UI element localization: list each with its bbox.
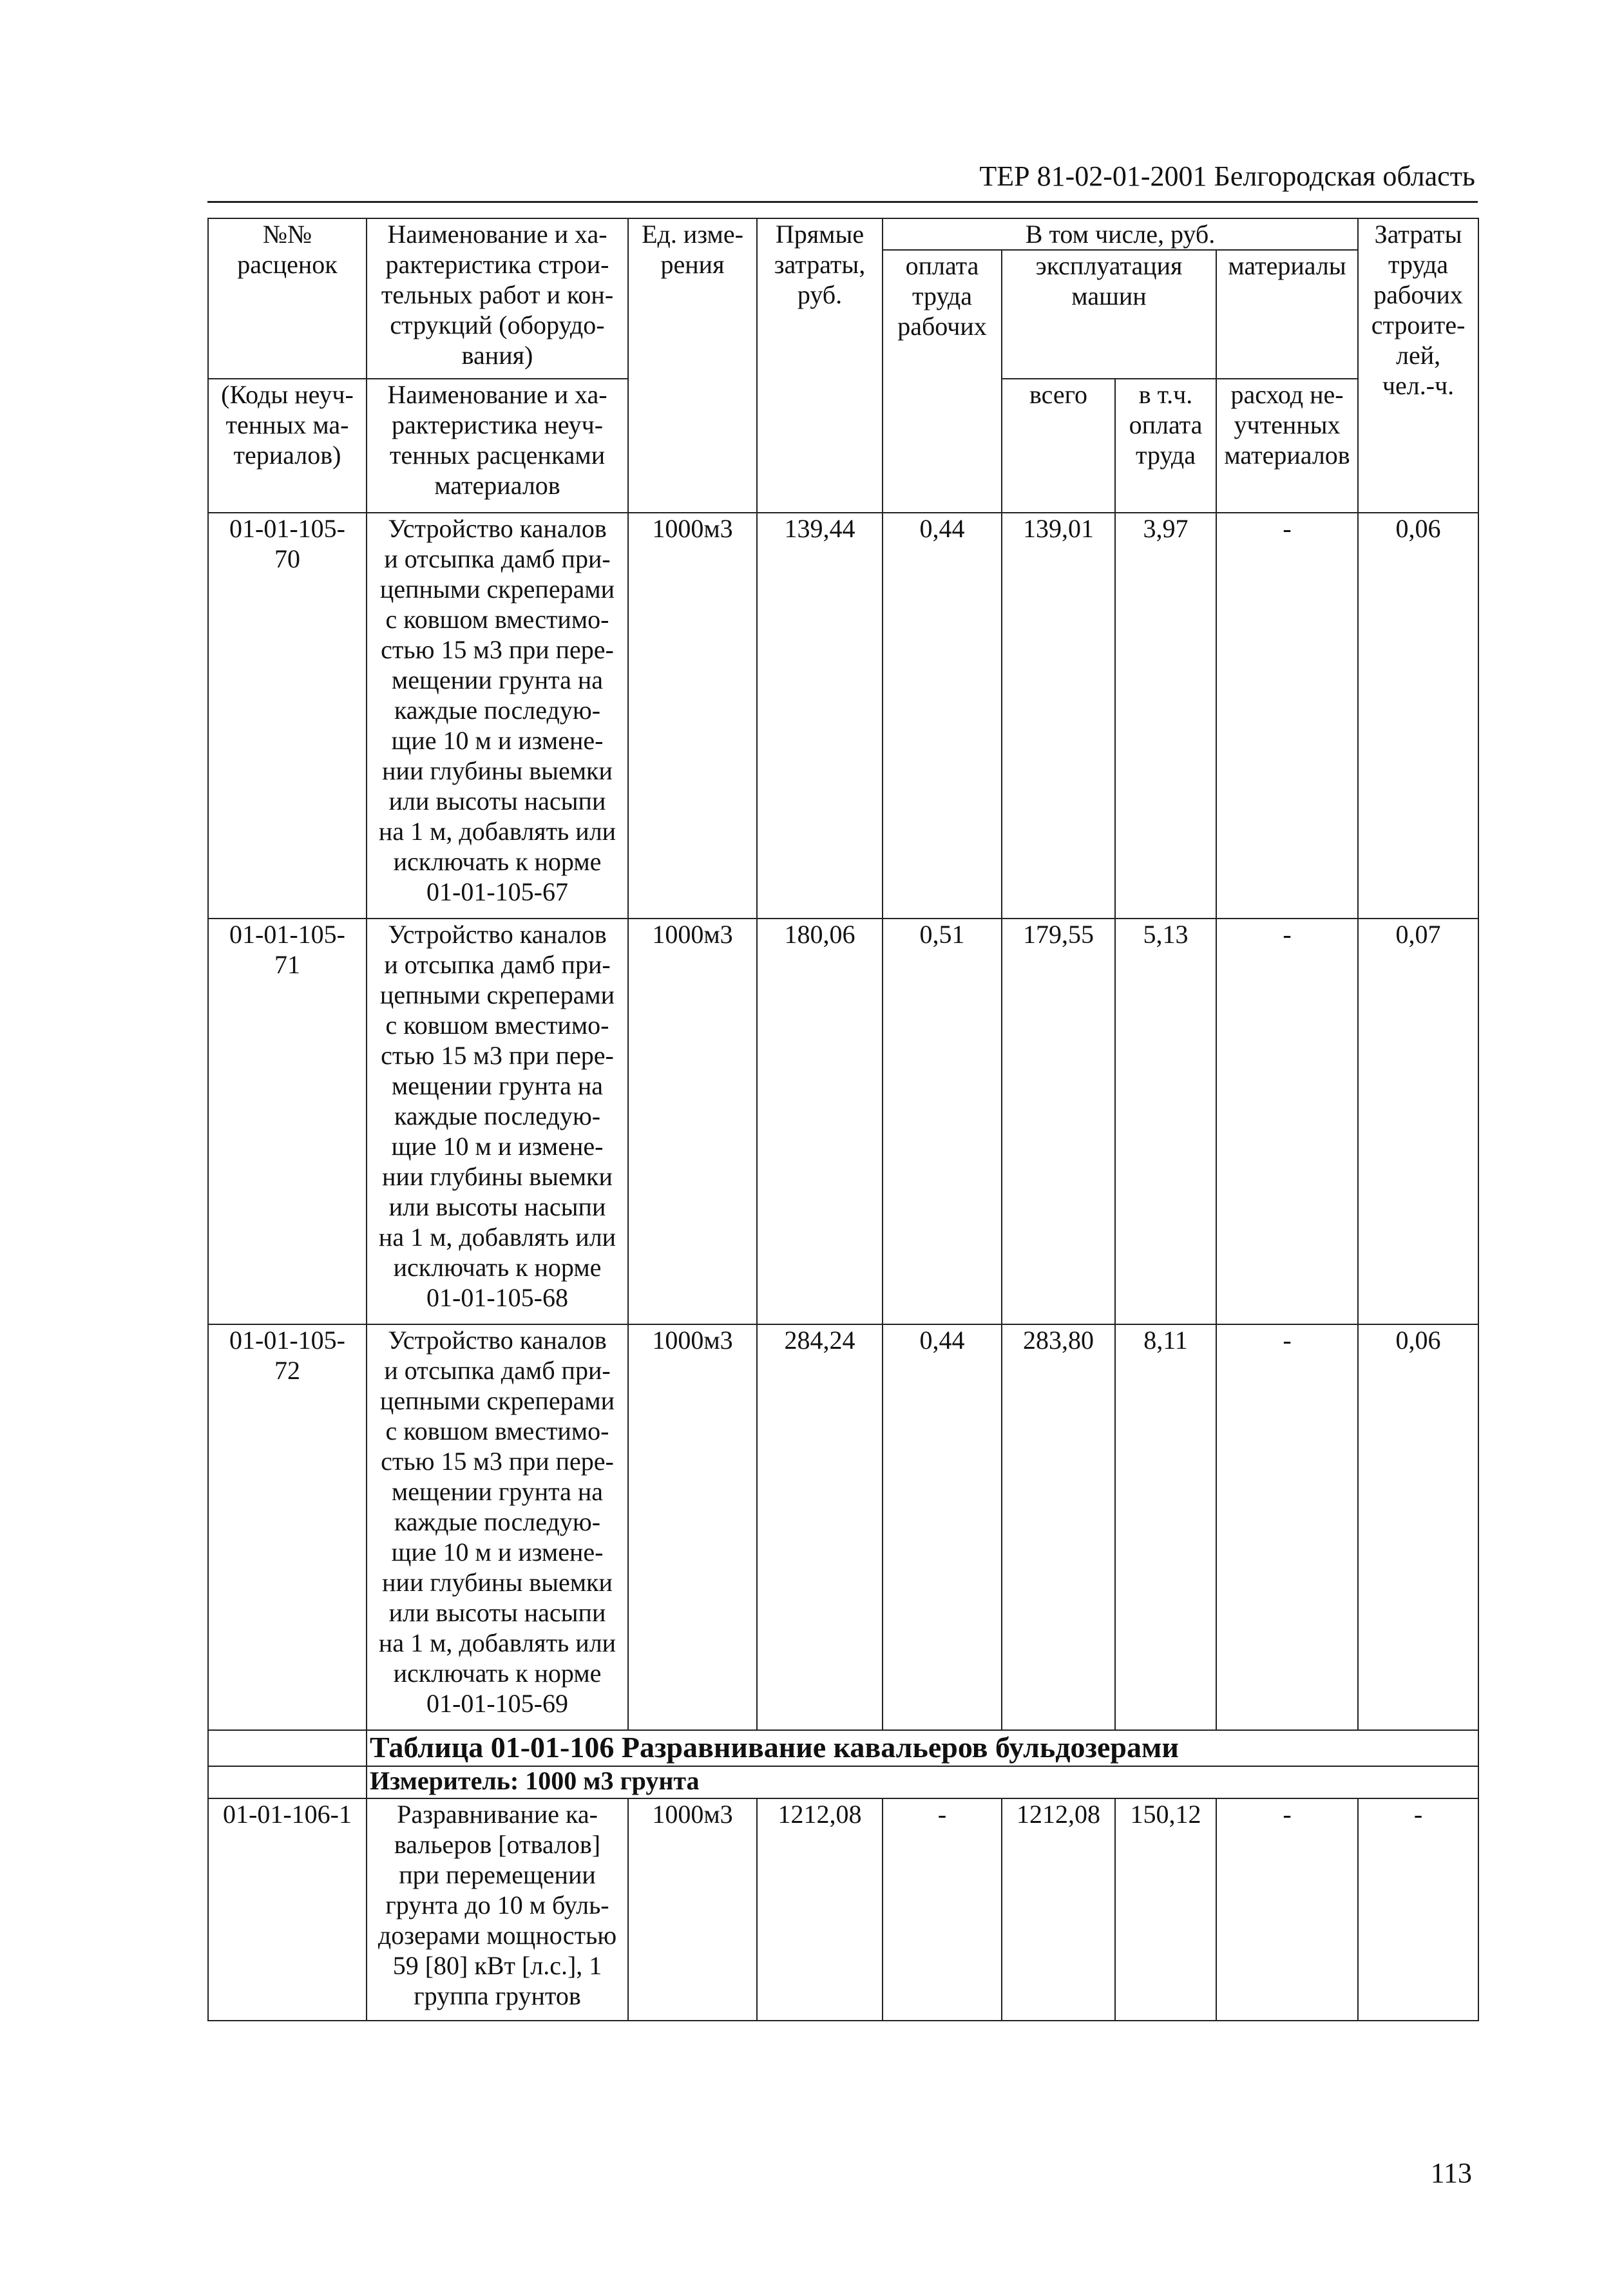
machines-total-cell: 283,80	[1002, 1324, 1115, 1730]
rate-description: Устройство каналов и отсыпка дамб при- цепными скреперами с ковшом вместимо- стью 15 м3 при пере- мещении грунта на каждые последую- щие 10 м и измене- нии глубины выемки или высоты насыпи на 1 м, добавлять или исключать к норме 01-01-105-67	[367, 513, 628, 919]
machines-total-cell: 179,55	[1002, 919, 1115, 1324]
rate-code: 01-01-105- 71	[208, 919, 367, 1324]
header-unrec-materials: расход не- учтенных материалов	[1216, 379, 1358, 513]
unit-cell: 1000м3	[628, 919, 757, 1324]
section-title-row	[208, 1730, 1478, 1766]
wage-cell: 0,44	[883, 1324, 1002, 1730]
machines-wage-cell: 5,13	[1115, 919, 1216, 1324]
machines-wage-cell: 8,11	[1115, 1324, 1216, 1730]
section-meter-spacer	[208, 1766, 367, 1798]
machines-wage-cell: 3,97	[1115, 513, 1216, 919]
header-machines-wage: в т.ч. оплата труда	[1115, 379, 1216, 513]
header-name: Наименование и ха- рактеристика строи- тельных работ и кон- струкций (оборудо- вания)	[367, 218, 628, 379]
header-including: В том числе, руб.	[883, 218, 1358, 250]
section-meter-row	[208, 1766, 1478, 1798]
header-unit: Ед. изме- рения	[628, 218, 757, 513]
direct-cost-cell: 180,06	[757, 919, 883, 1324]
header-machines: эксплуатация машин	[1002, 250, 1216, 379]
section-title-spacer	[208, 1730, 367, 1766]
section-title: Таблица 01-01-106 Разравнивание кавальеров бульдозерами	[367, 1730, 1478, 1766]
rate-code: 01-01-105- 70	[208, 513, 367, 919]
table-row	[208, 513, 1478, 919]
direct-cost-cell: 284,24	[757, 1324, 883, 1730]
wage-cell: 0,44	[883, 513, 1002, 919]
unit-cell: 1000м3	[628, 1798, 757, 2021]
machines-total-cell: 139,01	[1002, 513, 1115, 919]
header-machines-total: всего	[1002, 379, 1115, 513]
wage-cell: -	[883, 1798, 1002, 2021]
section-meter: Измеритель: 1000 м3 грунта	[367, 1766, 1478, 1798]
materials-cell: -	[1216, 513, 1358, 919]
unit-cell: 1000м3	[628, 513, 757, 919]
rate-code: 01-01-106-1	[208, 1798, 367, 2021]
labor-cell: 0,06	[1358, 1324, 1478, 1730]
header-code-unrec: (Коды неуч- тенных ма- териалов)	[208, 379, 367, 513]
page-number: 113	[1430, 2157, 1472, 2189]
labor-cell: 0,07	[1358, 919, 1478, 1324]
rate-description: Устройство каналов и отсыпка дамб при- цепными скреперами с ковшом вместимо- стью 15 м3 при пере- мещении грунта на каждые последую- щие 10 м и измене- нии глубины выемки или высоты насыпи на 1 м, добавлять или исключать к норме 01-01-105-68	[367, 919, 628, 1324]
materials-cell: -	[1216, 919, 1358, 1324]
header-wage: оплата труда рабочих	[883, 250, 1002, 513]
rate-code: 01-01-105- 72	[208, 1324, 367, 1730]
materials-cell: -	[1216, 1798, 1358, 2021]
header-materials: материалы	[1216, 250, 1358, 379]
header-row-1	[208, 218, 1478, 250]
header-rule	[207, 201, 1478, 203]
header-name-unrec: Наименование и ха- рактеристика неуч- тенных расценками материалов	[367, 379, 628, 513]
rates-table	[207, 218, 1479, 2021]
direct-cost-cell: 139,44	[757, 513, 883, 919]
direct-cost-cell: 1212,08	[757, 1798, 883, 2021]
unit-cell: 1000м3	[628, 1324, 757, 1730]
header-labor: Затраты труда рабочих строите- лей, чел.-ч.	[1358, 218, 1478, 513]
labor-cell: 0,06	[1358, 513, 1478, 919]
rate-description: Разравнивание ка- вальеров [отвалов] при перемещении грунта до 10 м буль- дозерами мощностью 59 [80] кВт [л.с.], 1 группа грунтов	[367, 1798, 628, 2021]
running-head: ТЕР 81-02-01-2001 Белгородская область	[979, 160, 1475, 192]
table-row	[208, 1324, 1478, 1730]
rate-description: Устройство каналов и отсыпка дамб при- цепными скреперами с ковшом вместимо- стью 15 м3 при пере- мещении грунта на каждые последую- щие 10 м и измене- нии глубины выемки или высоты насыпи на 1 м, добавлять или исключать к норме 01-01-105-69	[367, 1324, 628, 1730]
wage-cell: 0,51	[883, 919, 1002, 1324]
table-row	[208, 1798, 1478, 2021]
materials-cell: -	[1216, 1324, 1358, 1730]
header-code: №№ расценок	[208, 218, 367, 379]
header-direct-costs: Прямые затраты, руб.	[757, 218, 883, 513]
machines-total-cell: 1212,08	[1002, 1798, 1115, 2021]
table-row	[208, 919, 1478, 1324]
labor-cell: -	[1358, 1798, 1478, 2021]
machines-wage-cell: 150,12	[1115, 1798, 1216, 2021]
